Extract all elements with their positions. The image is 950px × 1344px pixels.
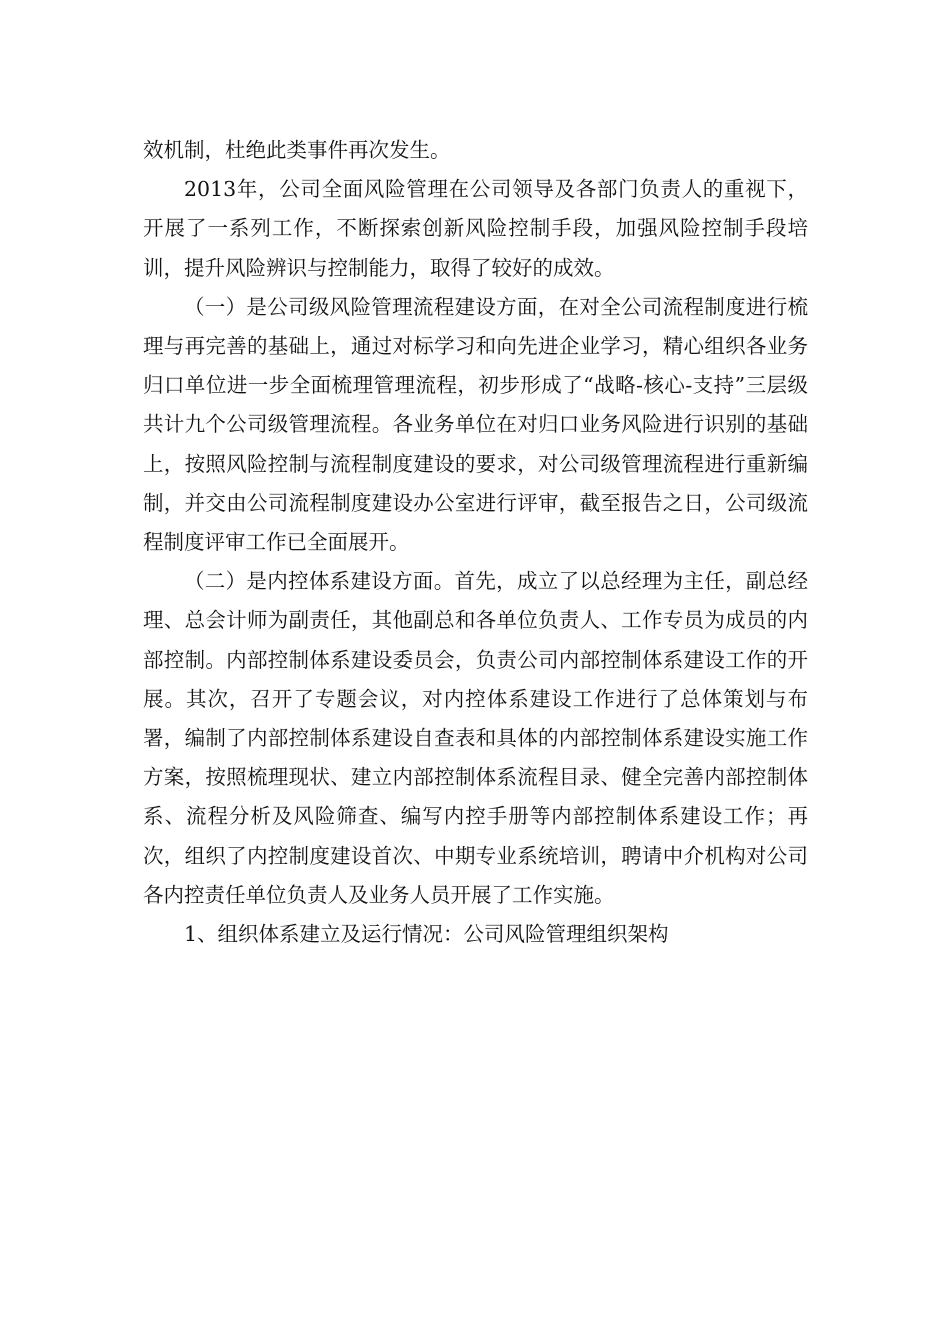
section-heading-org-structure: 1、组织体系建立及运行情况：公司风险管理组织架构 [184, 922, 669, 947]
paragraph-internal-control: （二）是内控体系建设方面。首先，成立了以总经理为主任，副总经理、总会计师为副责任，其他副总和各单位负责人、工作专员为成员的内部控制。内部控制体系建设委员会，负责公司内部控制体系建设工作的开展。其次，召开了专题会议，对内控体系建设工作进行了总体策划与布署，编制了内部控制体系建设自查表和具体的内部控制体系建设实施工作方案，按照梳理现状、建立内部控制体系流程目录、健全完善内部控制体系、流程分析及风险筛查、编写内控手册等内部控制体系建设工作；再次，组织了内控制度建设首次、中期专业系统培训，聘请中介机构对公司各内控责任单位负责人及业务人员开展了工作实施。 [143, 569, 808, 907]
paragraph-continuation: 效机制，杜绝此类事件再次发生。 [143, 138, 451, 162]
paragraph-process-construction: （一）是公司级风险管理流程建设方面，在对全公司流程制度进行梳理与再完善的基础上，通过对标学习和向先进企业学习，精心组织各业务归口单位进一步全面梳理管理流程，初步形成了“战略-核心-支持”三层级共计九个公司级管理流程。各业务单位在对归口业务风险进行识别的基础上，按照风险控制与流程制度建设的要求，对公司级管理流程进行重新编制，并交由公司流程制度建设办公室进行评审，截至报告之日，公司级流程制度评审工作已全面展开。 [143, 294, 808, 555]
document-body [143, 131, 808, 954]
paragraph-2013-summary: 2013年，公司全面风险管理在公司领导及各部门负责人的重视下，开展了一系列工作，不断探索创新风险控制手段，加强风险控制手段培训，提升风险辨识与控制能力，取得了较好的成效。 [143, 177, 808, 280]
